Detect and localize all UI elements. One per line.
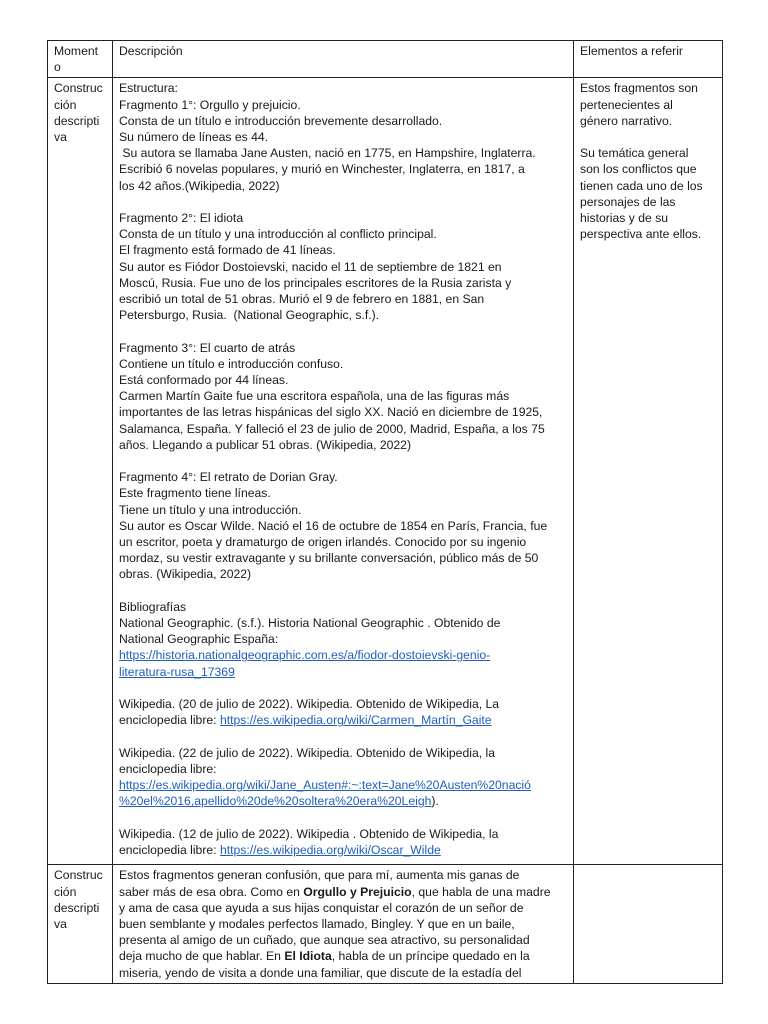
structure-title: Estructura:	[119, 81, 178, 96]
spacer	[580, 129, 717, 145]
fragment-line: Salamanca, España. Y falleció el 23 de julio de 2000, Madrid, España, a los 75	[119, 421, 545, 436]
paragraph-line	[119, 884, 568, 900]
paragraph-line	[119, 948, 568, 964]
document-table	[47, 40, 723, 984]
fragment-line: Contiene un título e introducción confuso.	[119, 356, 344, 371]
elements-line: Su temática general	[580, 146, 689, 161]
moment-label: Construc ción descripti va	[54, 868, 103, 932]
fragment-line: Su autora se llamaba Jane Austen, nació en 1775, en Hampshire, Inglaterra.	[119, 146, 536, 161]
bibliography-link[interactable]: https://es.wikipedia.org/wiki/Carmen_Martín_Gaite	[219, 713, 492, 728]
spacer	[119, 583, 568, 599]
bibliography-text: National Geographic. (s.f.). Historia National Geographic . Obtenido de	[119, 616, 501, 631]
bibliography-text: Wikipedia. (22 de julio de 2022). Wikipedia. Obtenido de Wikipedia, la	[119, 745, 495, 760]
elements-line: perspectiva ante ellos.	[580, 227, 702, 242]
book-title: El Idiota	[284, 949, 332, 964]
spacer	[119, 323, 568, 339]
moment-cell	[48, 865, 113, 983]
header-elements-label: Elementos a referir	[580, 44, 683, 58]
table-row	[48, 78, 723, 865]
fragment-line: Carmen Martín Gaite fue una escritora española, una de las figuras más	[119, 389, 510, 404]
bibliography-title: Bibliografías	[119, 599, 187, 614]
elements-line: género narrativo.	[580, 113, 673, 128]
fragment-line: años. Llegando a publicar 51 obras. (Wikipedia, 2022)	[119, 437, 412, 452]
header-moment-cell	[48, 41, 113, 78]
fragment-block	[119, 469, 568, 582]
book-title: Orgullo y Prejuicio	[303, 884, 412, 899]
bibliography-text: Wikipedia. (12 de julio de 2022). Wikipedia . Obtenido de Wikipedia, la	[119, 826, 499, 841]
bibliography-text: enciclopedia libre:	[119, 761, 217, 776]
fragment-line: Fragmento 3°: El cuarto de atrás	[119, 340, 296, 355]
spacer	[119, 453, 568, 469]
header-row	[48, 41, 723, 78]
bibliography-line	[119, 793, 568, 809]
paragraph-line: Estos fragmentos generan confusión, que para mí, aumenta mis ganas de	[119, 868, 520, 883]
fragment-line: los 42 años.(Wikipedia, 2022)	[119, 178, 280, 193]
elements-cell	[574, 78, 723, 865]
text-run: , habla de un príncipe quedado en la	[331, 949, 530, 964]
fragment-line: Consta de un título e introducción brevemente desarrollado.	[119, 113, 443, 128]
elements-line: personajes de las	[580, 194, 676, 209]
fragment-line: Fragmento 1°: Orgullo y prejuicio.	[119, 97, 301, 112]
header-description-label: Descripción	[119, 44, 183, 58]
paragraph-line: presenta al amigo de un cuñado, que aunque sea atractivo, su personalidad	[119, 933, 530, 948]
fragment-line: Su autor es Fiódor Dostoievski, nacido el 11 de septiembre de 1821 en	[119, 259, 502, 274]
bibliography-link[interactable]: literatura-rusa_17369	[119, 664, 235, 679]
fragment-line: escribió un total de 51 obras. Murió el 9 de febrero en 1881, en San	[119, 292, 485, 307]
moment-label: Construc ción descripti va	[54, 81, 103, 145]
paragraph-line: miseria, yendo de visita a donde una familiar, que discute de la estadía del	[119, 965, 522, 980]
bibliography-link[interactable]: https://es.wikipedia.org/wiki/Jane_Austen#:~:text=Jane%20Austen%20nació	[119, 778, 531, 793]
spacer	[119, 809, 568, 825]
description-cell	[113, 865, 574, 983]
text-run: deja mucho de que hablar. En	[119, 949, 285, 964]
text-run: , que habla de una madre	[411, 884, 551, 899]
fragment-line: Petersburgo, Rusia. (National Geographic, s.f.).	[119, 308, 380, 323]
bibliography-link[interactable]: https://historia.nationalgeographic.com.es/a/fiodor-dostoievski-genio-	[119, 648, 491, 663]
fragment-line: Su número de líneas es 44.	[119, 130, 269, 145]
fragment-line: Está conformado por 44 líneas.	[119, 373, 289, 388]
fragment-line: Escribió 6 novelas populares, y murió en Winchester, Inglaterra, en 1817, a	[119, 162, 525, 177]
header-description-cell	[113, 41, 574, 78]
table-row	[48, 865, 723, 983]
fragment-line: Su autor es Oscar Wilde. Nació el 16 de octubre de 1854 en París, Francia, fue	[119, 518, 548, 533]
elements-line: son los conflictos que	[580, 162, 697, 177]
header-moment-label: Moment o	[54, 44, 99, 75]
fragment-line: El fragmento está formado de 41 líneas.	[119, 243, 336, 258]
elements-line: tienen cada uno de los	[580, 178, 703, 193]
paragraph-line: buen semblante y modales perfectos llamado, Bingley. Y que en un baile,	[119, 917, 515, 932]
fragment-line: Tiene un título y una introducción.	[119, 502, 302, 517]
fragment-line: Fragmento 2°: El idiota	[119, 211, 244, 226]
spacer	[119, 680, 568, 696]
fragment-block	[119, 97, 568, 194]
elements-cell	[574, 865, 723, 983]
fragment-line: obras. (Wikipedia, 2022)	[119, 567, 252, 582]
bibliography-link[interactable]: %20el%2016,apellido%20de%20soltera%20era%20Leigh	[119, 794, 432, 809]
bibliography-line	[119, 842, 568, 858]
text-run: saber más de esa obra. Como en	[119, 884, 304, 899]
fragment-block	[119, 340, 568, 453]
spacer	[119, 194, 568, 210]
fragment-line: Fragmento 4°: El retrato de Dorian Gray.	[119, 470, 338, 485]
spacer	[119, 728, 568, 744]
elements-line: Estos fragmentos son	[580, 81, 698, 96]
bibliography-text: enciclopedia libre:	[119, 713, 220, 728]
fragment-block	[119, 210, 568, 323]
bibliography-text: National Geographic España:	[119, 632, 279, 647]
fragment-line: mordaz, su vestir extravagante y su brillante conversación, público más de 50	[119, 551, 539, 566]
bibliography-suffix: ).	[431, 794, 439, 809]
fragment-line: un escritor, poeta y dramaturgo de origen irlandés. Conocido por su ingenio	[119, 535, 527, 550]
description-cell	[113, 78, 574, 865]
header-elements-cell	[574, 41, 723, 78]
fragment-line: Consta de un título y una introducción al conflicto principal.	[119, 227, 437, 242]
moment-cell	[48, 78, 113, 865]
bibliography-block	[119, 599, 568, 858]
fragment-line: importantes de las letras hispánicas del siglo XX. Nació en diciembre de 1925,	[119, 405, 543, 420]
elements-line: historias y de su	[580, 211, 669, 226]
paragraph-line: y ama de casa que ayuda a sus hijas conquistar el corazón de un señor de	[119, 900, 524, 915]
fragment-line: Este fragmento tiene líneas.	[119, 486, 271, 501]
bibliography-link[interactable]: https://es.wikipedia.org/wiki/Oscar_Wilde	[219, 842, 441, 857]
fragment-line: Moscú, Rusia. Fue uno de los principales escritores de la Rusia zarista y	[119, 275, 512, 290]
bibliography-text: Wikipedia. (20 de julio de 2022). Wikipedia. Obtenido de Wikipedia, La	[119, 697, 500, 712]
elements-line: pertenecientes al	[580, 97, 673, 112]
bibliography-line	[119, 712, 568, 728]
bibliography-text: enciclopedia libre:	[119, 842, 220, 857]
